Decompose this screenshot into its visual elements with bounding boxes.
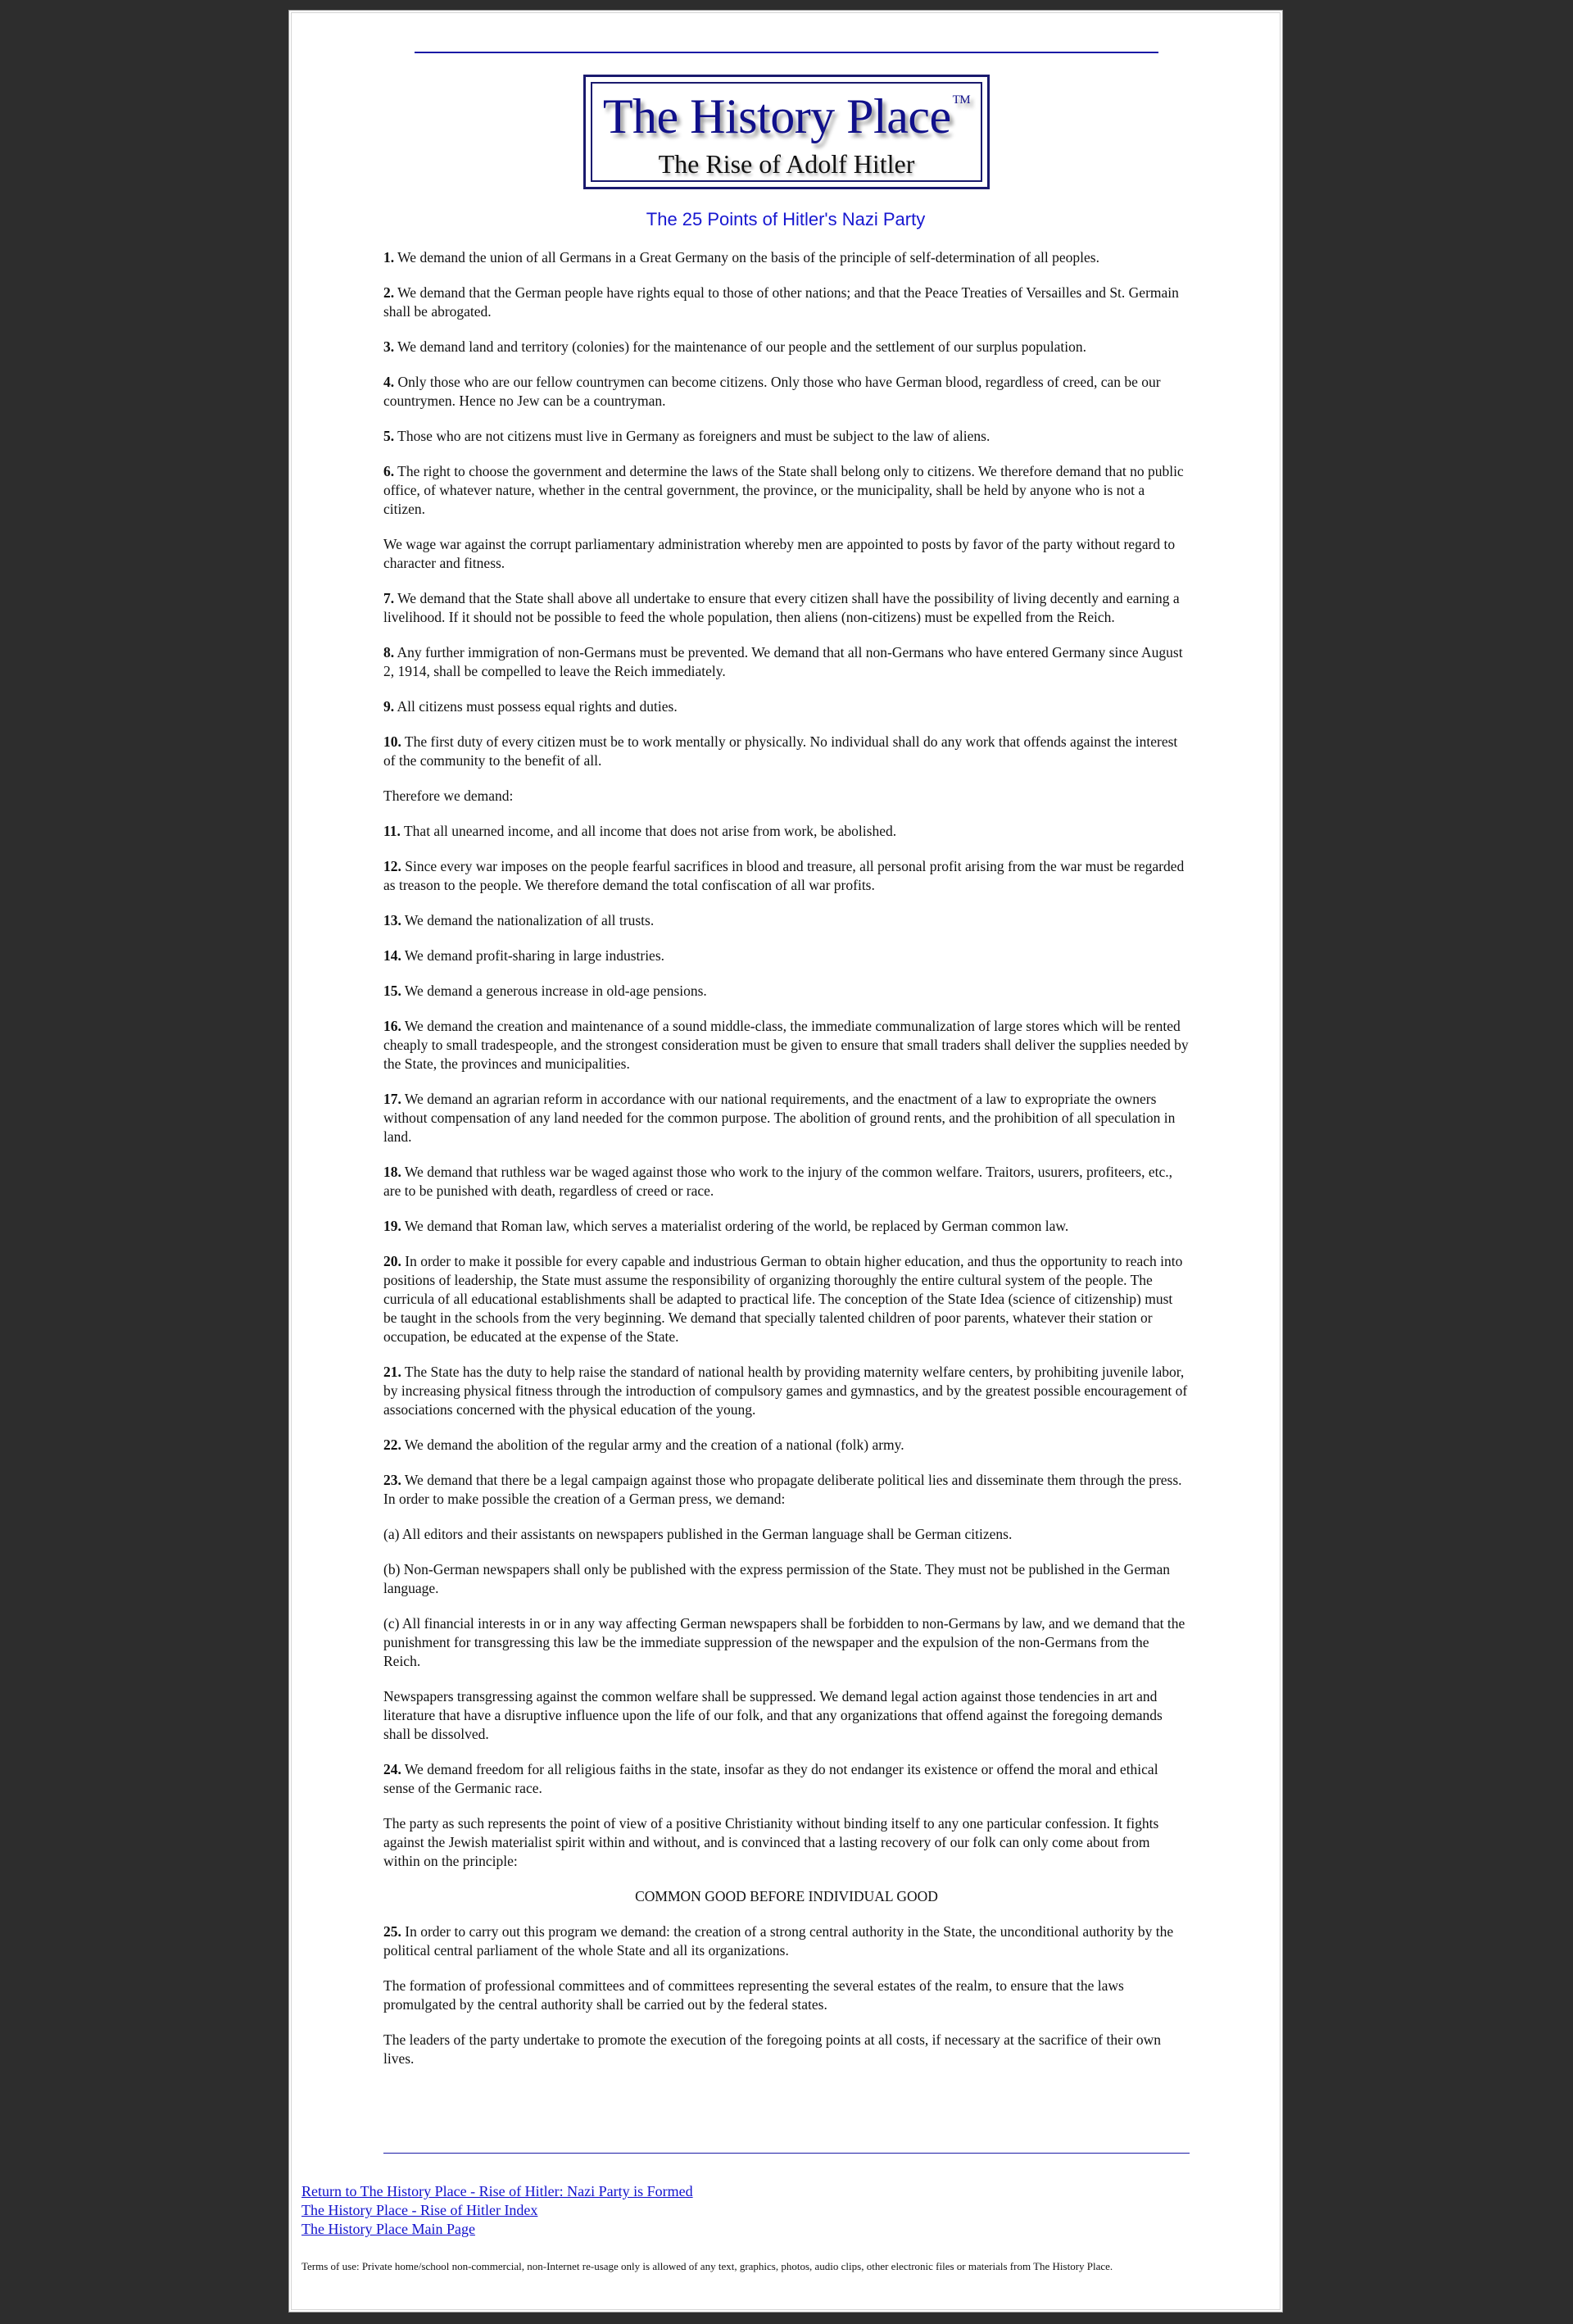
- point-paragraph: [383, 982, 1190, 1001]
- point-text: The leaders of the party undertake to promote the execution of the foregoing points at all costs, if necessary at the sacrifice of their own lives.: [383, 2031, 1162, 2067]
- point-text: COMMON GOOD BEFORE INDIVIDUAL GOOD: [635, 1888, 938, 1904]
- point-text: We demand that the German people have rights equal to those of other nations; and that the Peace Treaties of Versailles and St. Germain shall be abrogated.: [383, 284, 1179, 320]
- point-text: The right to choose the government and determine the laws of the State shall belong only to citizens. We therefore demand that no public office, of whatever nature, whether in the central government, the province, or the municipality, shall be held by anyone who is not a citizen.: [383, 463, 1184, 517]
- point-number: 12.: [383, 858, 401, 874]
- point-paragraph: [383, 1887, 1190, 1906]
- point-number: 16.: [383, 1018, 401, 1034]
- point-number: 14.: [383, 947, 401, 964]
- point-number: 4.: [383, 374, 395, 390]
- point-paragraph: [383, 2031, 1190, 2068]
- point-text: (a) All editors and their assistants on newspapers published in the German language shall be German citizens.: [383, 1526, 1013, 1542]
- point-text: The party as such represents the point of view of a positive Christianity without binding itself to any one particular confession. It fights against the Jewish materialist spirit within and without, and is convinced that a lasting recovery of our folk can only come about from within on the principle:: [383, 1815, 1159, 1869]
- point-text: We demand the nationalization of all trusts.: [401, 912, 655, 928]
- point-paragraph: [383, 1017, 1190, 1073]
- point-paragraph: [383, 1922, 1190, 1960]
- point-paragraph: [383, 1217, 1190, 1236]
- point-paragraph: [383, 857, 1190, 895]
- point-paragraph: [383, 733, 1190, 770]
- point-text: We demand that there be a legal campaign against those who propagate deliberate political lies and disseminate them through the press. In order to make possible the creation of a German press, we demand:: [383, 1472, 1182, 1507]
- points-list: [383, 248, 1190, 2085]
- point-text: We demand profit-sharing in large industries.: [401, 947, 665, 964]
- point-number: 6.: [383, 463, 395, 479]
- point-text: (c) All financial interests in or in any way affecting German newspapers shall be forbidden to non-Germans by law, and we demand that the punishment for transgressing this law be the immediate suppression of the newspaper and the expulsion of the non-Germans from the Reich.: [383, 1615, 1185, 1669]
- point-text: The formation of professional committees and of committees representing the several estates of the realm, to ensure that the laws promulgated by the central authority shall be carried out by the federal states.: [383, 1977, 1124, 2013]
- logo-subtitle: The Rise of Adolf Hitler: [658, 149, 915, 179]
- link-nazi-party-formed[interactable]: Return to The History Place - Rise of Hitler: Nazi Party is Formed: [301, 2183, 693, 2199]
- point-number: 3.: [383, 338, 395, 355]
- point-text: We demand the union of all Germans in a Great Germany on the basis of the principle of self-determination of all peoples.: [394, 249, 1099, 266]
- point-number: 8.: [383, 644, 395, 660]
- point-text: We demand that Roman law, which serves a materialist ordering of the world, be replaced by German common law.: [401, 1218, 1069, 1234]
- page-panel: [288, 10, 1283, 2313]
- point-text: Those who are not citizens must live in Germany as foreigners and must be subject to the law of aliens.: [394, 428, 990, 444]
- page-title: The 25 Points of Hitler's Nazi Party: [646, 209, 926, 229]
- point-number: 2.: [383, 284, 395, 301]
- point-text: We demand the abolition of the regular army and the creation of a national (folk) army.: [401, 1437, 904, 1453]
- point-paragraph: [383, 911, 1190, 930]
- logo-title: [592, 89, 981, 145]
- point-text: Newspapers transgressing against the common welfare shall be suppressed. We demand legal action against those tendencies in art and literature that have a disruptive influence upon the life of our folk, and that any organizations that offend against the foregoing demands shall be dissolved.: [383, 1688, 1163, 1742]
- point-number: 13.: [383, 912, 401, 928]
- point-number: 7.: [383, 590, 395, 606]
- point-number: 23.: [383, 1472, 401, 1488]
- point-paragraph: [383, 535, 1190, 573]
- point-text: The State has the duty to help raise the standard of national health by providing maternity welfare centers, by prohibiting juvenile labor, by increasing physical fitness through the introduction of compulsory games and gymnastics, and by the greatest possible encouragement of associations concerned with the physical education of the young.: [383, 1364, 1188, 1418]
- point-paragraph: [383, 1614, 1190, 1671]
- link-main-page[interactable]: The History Place Main Page: [301, 2221, 475, 2237]
- point-number: 21.: [383, 1364, 401, 1380]
- point-text: Since every war imposes on the people fearful sacrifices in blood and treasure, all personal profit arising from the war must be regarded as treason to the people. We therefore demand the total confiscation of all war profits.: [383, 858, 1185, 893]
- point-number: 1.: [383, 249, 395, 266]
- link-rise-of-hitler-index[interactable]: The History Place - Rise of Hitler Index: [301, 2202, 538, 2218]
- point-text: Therefore we demand:: [383, 788, 514, 804]
- point-number: 10.: [383, 733, 401, 750]
- top-divider: [415, 52, 1158, 53]
- point-text: We demand land and territory (colonies) for the maintenance of our people and the settlement of our surplus population.: [394, 338, 1086, 355]
- point-number: 24.: [383, 1761, 401, 1777]
- point-text: We demand the creation and maintenance of a sound middle-class, the immediate communalization of large stores which will be rented cheaply to small tradespeople, and the strongest consideration must be given to ensure that small traders shall deliver the supplies needed by the State, the provinces and municipalities.: [383, 1018, 1189, 1072]
- point-paragraph: [383, 462, 1190, 519]
- point-text: All citizens must possess equal rights and duties.: [394, 698, 678, 715]
- point-text: We demand an agrarian reform in accordance with our national requirements, and the enactment of a law to expropriate the owners without compensation of any land needed for the common purpose. The abolition of ground rents, and the prohibition of all speculation in land.: [383, 1091, 1176, 1145]
- point-paragraph: [383, 1977, 1190, 2014]
- point-paragraph: [383, 822, 1190, 841]
- point-number: 22.: [383, 1437, 401, 1453]
- point-text: We demand that the State shall above all undertake to ensure that every citizen shall have the possibility of living decently and earning a livelihood. If it should not be possible to feed the whole population, then aliens (non-citizens) must be expelled from the Reich.: [383, 590, 1180, 625]
- point-paragraph: [383, 643, 1190, 681]
- point-number: 11.: [383, 823, 401, 839]
- point-text: We demand that ruthless war be waged against those who work to the injury of the common welfare. Traitors, usurers, profiteers, etc., are to be punished with death, regardless of creed or race.: [383, 1164, 1172, 1199]
- point-text: In order to make it possible for every capable and industrious German to obtain higher education, and thus the opportunity to reach into positions of leadership, the State must assume the responsibility of organizing thoroughly the entire cultural system of the people. The curricula of all educational establishments shall be adapted to practical life. The conception of the State Idea (science of citizenship) must be taught in the schools from the very beginning. We demand that specially talented children of poor parents, whatever their station or occupation, be educated at the expense of the State.: [383, 1253, 1183, 1345]
- point-text: (b) Non-German newspapers shall only be published with the express permission of the State. They must not be published in the German language.: [383, 1561, 1171, 1596]
- point-paragraph: [383, 1471, 1190, 1509]
- logo-frame: [591, 82, 982, 182]
- point-number: 20.: [383, 1253, 401, 1269]
- point-paragraph: [383, 248, 1190, 267]
- point-text: Any further immigration of non-Germans must be prevented. We demand that all non-Germans who have entered Germany since August 2, 1914, shall be compelled to leave the Reich immediately.: [383, 644, 1183, 679]
- point-text: In order to carry out this program we demand: the creation of a strong central authority in the State, the unconditional authority by the political central parliament of the whole State and all its organizations.: [383, 1923, 1174, 1959]
- terms-of-use: Terms of use: Private home/school non-commercial, non-Internet re-usage only is allowed of any text, graphics, photos, audio clips, other electronic files or materials from The History Place.: [301, 2260, 1113, 2272]
- logo-title-text: The History Place: [602, 89, 951, 143]
- point-number: 15.: [383, 983, 401, 999]
- point-paragraph: [383, 1760, 1190, 1798]
- point-paragraph: [383, 589, 1190, 627]
- footer-links: [301, 2182, 693, 2239]
- point-paragraph: [383, 1090, 1190, 1146]
- point-paragraph: [383, 1560, 1190, 1598]
- point-number: 18.: [383, 1164, 401, 1180]
- point-text: We wage war against the corrupt parliamentary administration whereby men are appointed to posts by favor of the party without regard to character and fitness.: [383, 536, 1176, 571]
- point-number: 25.: [383, 1923, 401, 1940]
- point-paragraph: [383, 1687, 1190, 1744]
- logo-trademark: TM: [952, 93, 971, 107]
- bottom-divider: [383, 2153, 1190, 2154]
- point-number: 17.: [383, 1091, 401, 1107]
- point-paragraph: [383, 373, 1190, 411]
- point-paragraph: [383, 1436, 1190, 1455]
- point-paragraph: [383, 1525, 1190, 1544]
- point-paragraph: [383, 787, 1190, 806]
- point-paragraph: [383, 284, 1190, 321]
- point-text: Only those who are our fellow countrymen can become citizens. Only those who have German blood, regardless of creed, can be our countrymen. Hence no Jew can be a countryman.: [383, 374, 1161, 409]
- point-number: 9.: [383, 698, 395, 715]
- point-paragraph: [383, 946, 1190, 965]
- point-number: 19.: [383, 1218, 401, 1234]
- point-paragraph: [383, 697, 1190, 716]
- point-text: We demand freedom for all religious faiths in the state, insofar as they do not endanger its existence or offend the moral and ethical sense of the Germanic race.: [383, 1761, 1158, 1796]
- point-text: We demand a generous increase in old-age pensions.: [401, 983, 707, 999]
- point-text: That all unearned income, and all income that does not arise from work, be abolished.: [400, 823, 897, 839]
- point-text: The first duty of every citizen must be to work mentally or physically. No individual shall do any work that offends against the interest of the community to the benefit of all.: [383, 733, 1178, 769]
- point-number: 5.: [383, 428, 395, 444]
- point-paragraph: [383, 427, 1190, 446]
- point-paragraph: [383, 338, 1190, 356]
- point-paragraph: [383, 1252, 1190, 1346]
- point-paragraph: [383, 1814, 1190, 1871]
- history-place-logo: [583, 75, 990, 189]
- point-paragraph: [383, 1163, 1190, 1201]
- point-paragraph: [383, 1363, 1190, 1419]
